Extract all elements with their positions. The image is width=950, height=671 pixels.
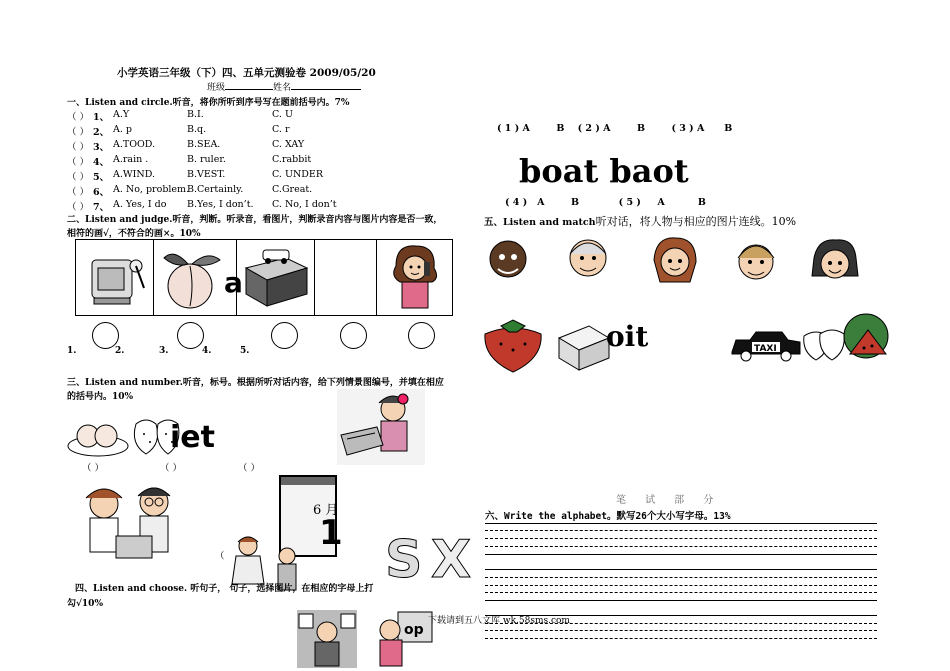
option-a: A. No, problem.: [113, 184, 190, 195]
question-number: 3、: [93, 142, 110, 153]
kids-reading-image: [70, 478, 190, 566]
part4-title-line2: 勾√10%: [67, 599, 103, 609]
box-car-image: [241, 246, 311, 310]
question-row: [67, 169, 109, 183]
writing-line[interactable]: [485, 585, 877, 586]
picture-number: 1.: [67, 346, 77, 356]
option-a: A. Yes, I do: [113, 199, 167, 210]
writing-line[interactable]: [485, 630, 877, 631]
boy-face-1-image: [484, 235, 534, 287]
page-title: 小学英语三年级（下）四、五单元测验卷 2009/05/20: [117, 67, 376, 79]
question-number: 7、: [93, 202, 110, 213]
writing-line[interactable]: [485, 538, 877, 539]
option-a: A.rain .: [113, 154, 149, 165]
girl-phone-image: [382, 242, 448, 314]
right-row1: ( 1 ) A B ( 2 ) A B ( 3 ) A B: [497, 123, 733, 134]
picture-number: 5.: [240, 346, 250, 356]
question-row: [67, 184, 109, 198]
part1-title: 一、Listen and circle.听音，将你所听到序号写在题前括号内。7%: [67, 98, 350, 108]
question-number: 4、: [93, 157, 110, 168]
fruits-watermelon-image: [800, 310, 892, 364]
footer-text: 下载请到五八文库 wk.58sms.com: [428, 616, 570, 626]
answer-circle[interactable]: [177, 322, 204, 349]
part3-overlay-text: iet: [170, 420, 215, 455]
answer-circle[interactable]: [92, 322, 119, 349]
answer-bracket[interactable]: （ ）: [67, 142, 90, 153]
taxi-image: [730, 328, 802, 362]
answer-bracket[interactable]: （ ）: [67, 172, 90, 183]
part5-overlay-text: oit: [606, 320, 649, 353]
option-a: A. p: [113, 124, 132, 135]
girl-face-1-image: [650, 234, 700, 288]
option-b: B.VEST.: [187, 169, 226, 180]
question-row: [67, 154, 109, 168]
question-row: [67, 139, 109, 153]
part6-title: 六、Write the alphabet。默写26个大小写字母。13%: [485, 511, 731, 522]
writing-line[interactable]: [485, 546, 877, 547]
fruit-plate-image: [66, 410, 184, 458]
part3-title-line2: 的括号内。10%: [67, 392, 134, 402]
svg-text:S: S: [385, 530, 423, 585]
option-c: C.Great.: [272, 184, 313, 195]
writing-line[interactable]: [485, 592, 877, 593]
part2-title-line2: 相符的画√，不符合的画×。10%: [67, 229, 201, 239]
calendar-image: [279, 475, 343, 557]
part4-title-line1: 四、Listen and choose. 听句子， 句子，选择图片，在相应的字母上打: [75, 584, 374, 594]
option-b: B.q.: [187, 124, 207, 135]
writing-line[interactable]: [485, 530, 877, 531]
boy-face-2-image: [562, 232, 612, 288]
strawberry-image: [477, 318, 547, 374]
picture-number: 3.: [159, 346, 169, 356]
name-label: 姓名: [273, 83, 292, 93]
question-row: [67, 199, 109, 213]
option-c: C. r: [272, 124, 290, 135]
answer-circle[interactable]: [271, 322, 298, 349]
alphabet-blocks-image: [297, 610, 357, 668]
question-number: 2、: [93, 127, 110, 138]
calendar-day: 1: [319, 513, 343, 553]
class-name-line: [207, 80, 361, 93]
answer-bracket[interactable]: （ ）: [67, 127, 90, 138]
answer-bracket[interactable]: （ ）: [238, 463, 261, 474]
option-b: B.Certainly.: [187, 184, 244, 195]
writing-line[interactable]: [485, 615, 877, 616]
part2-overlay-text: a: [224, 266, 243, 299]
big-words: boat baot: [519, 152, 689, 190]
class-label: 班级: [207, 83, 226, 93]
svg-text:op: op: [404, 622, 424, 638]
question-row: [67, 124, 109, 138]
right-row2: ( 4 ) A B ( 5 ) A B: [505, 197, 706, 208]
answer-bracket[interactable]: （ ）: [67, 157, 90, 168]
option-c: C. No, I don’t: [272, 199, 337, 210]
part5-title: [484, 213, 796, 229]
part5-title-cn: 听对话，将人物与相应的图片连线。10%: [595, 215, 797, 228]
part2-picture-strip: [75, 239, 453, 316]
part3-paren: （: [215, 551, 225, 562]
svg-text:X: X: [431, 530, 472, 585]
peach-image: [158, 246, 228, 312]
question-number: 1、: [93, 112, 110, 123]
answer-circle[interactable]: [408, 322, 435, 349]
taxi-text: TAXI: [754, 344, 777, 354]
question-number: 5、: [93, 172, 110, 183]
picture-number: 4.: [202, 346, 212, 356]
option-c: C.rabbit: [272, 154, 312, 165]
girl-face-2-image: [810, 236, 860, 288]
part5-title-en: 五、Listen and match: [484, 217, 596, 228]
part2-title-line1: 二、Listen and judge.听音，判断。听录音，看图片，判断录音内容与图片内容是否一致，: [67, 215, 443, 225]
shop-girl-image: [374, 608, 434, 668]
writing-line[interactable]: [485, 523, 877, 524]
option-b: B. ruler.: [187, 154, 226, 165]
option-b: B.I.: [187, 109, 204, 120]
writing-line[interactable]: [485, 577, 877, 578]
option-c: C. U: [272, 109, 293, 120]
answer-circle[interactable]: [340, 322, 367, 349]
answer-bracket[interactable]: （ ）: [82, 463, 105, 474]
option-c: C. XAY: [272, 139, 305, 150]
writing-line[interactable]: [485, 554, 877, 555]
option-b: B.Yes, I don’t.: [187, 199, 254, 210]
option-a: A.TOOD.: [113, 139, 156, 150]
part3-title-line1: 三、Listen and number.听音，标号。根据所听对话内容，给下列情景图编号，并填在相应: [67, 378, 444, 388]
answer-bracket[interactable]: （ ）: [67, 112, 90, 123]
option-a: A.Y: [113, 109, 130, 120]
calendar-month: 6 月: [313, 503, 339, 518]
letters-sx-image: [383, 529, 483, 585]
writing-line[interactable]: [485, 623, 877, 624]
option-a: A.WIND.: [113, 169, 156, 180]
picture-number: 2.: [115, 346, 125, 356]
answer-bracket[interactable]: （ ）: [67, 187, 90, 198]
girl-cooking-image: [337, 389, 425, 465]
written-heading: 笔 试 部 分: [616, 495, 714, 506]
option-b: B.SEA.: [187, 139, 221, 150]
answer-bracket[interactable]: （ ）: [160, 463, 183, 474]
writing-line[interactable]: [485, 600, 877, 601]
option-c: C. UNDER: [272, 169, 323, 180]
boy-face-3-image: [730, 234, 782, 288]
question-row: [67, 109, 109, 123]
answer-bracket[interactable]: （ ）: [67, 202, 90, 213]
pencil-sharpener-image: [84, 248, 146, 308]
cheese-block-image: [553, 320, 613, 372]
question-number: 6、: [93, 187, 110, 198]
writing-line[interactable]: [485, 569, 877, 570]
writing-line[interactable]: [485, 638, 877, 639]
